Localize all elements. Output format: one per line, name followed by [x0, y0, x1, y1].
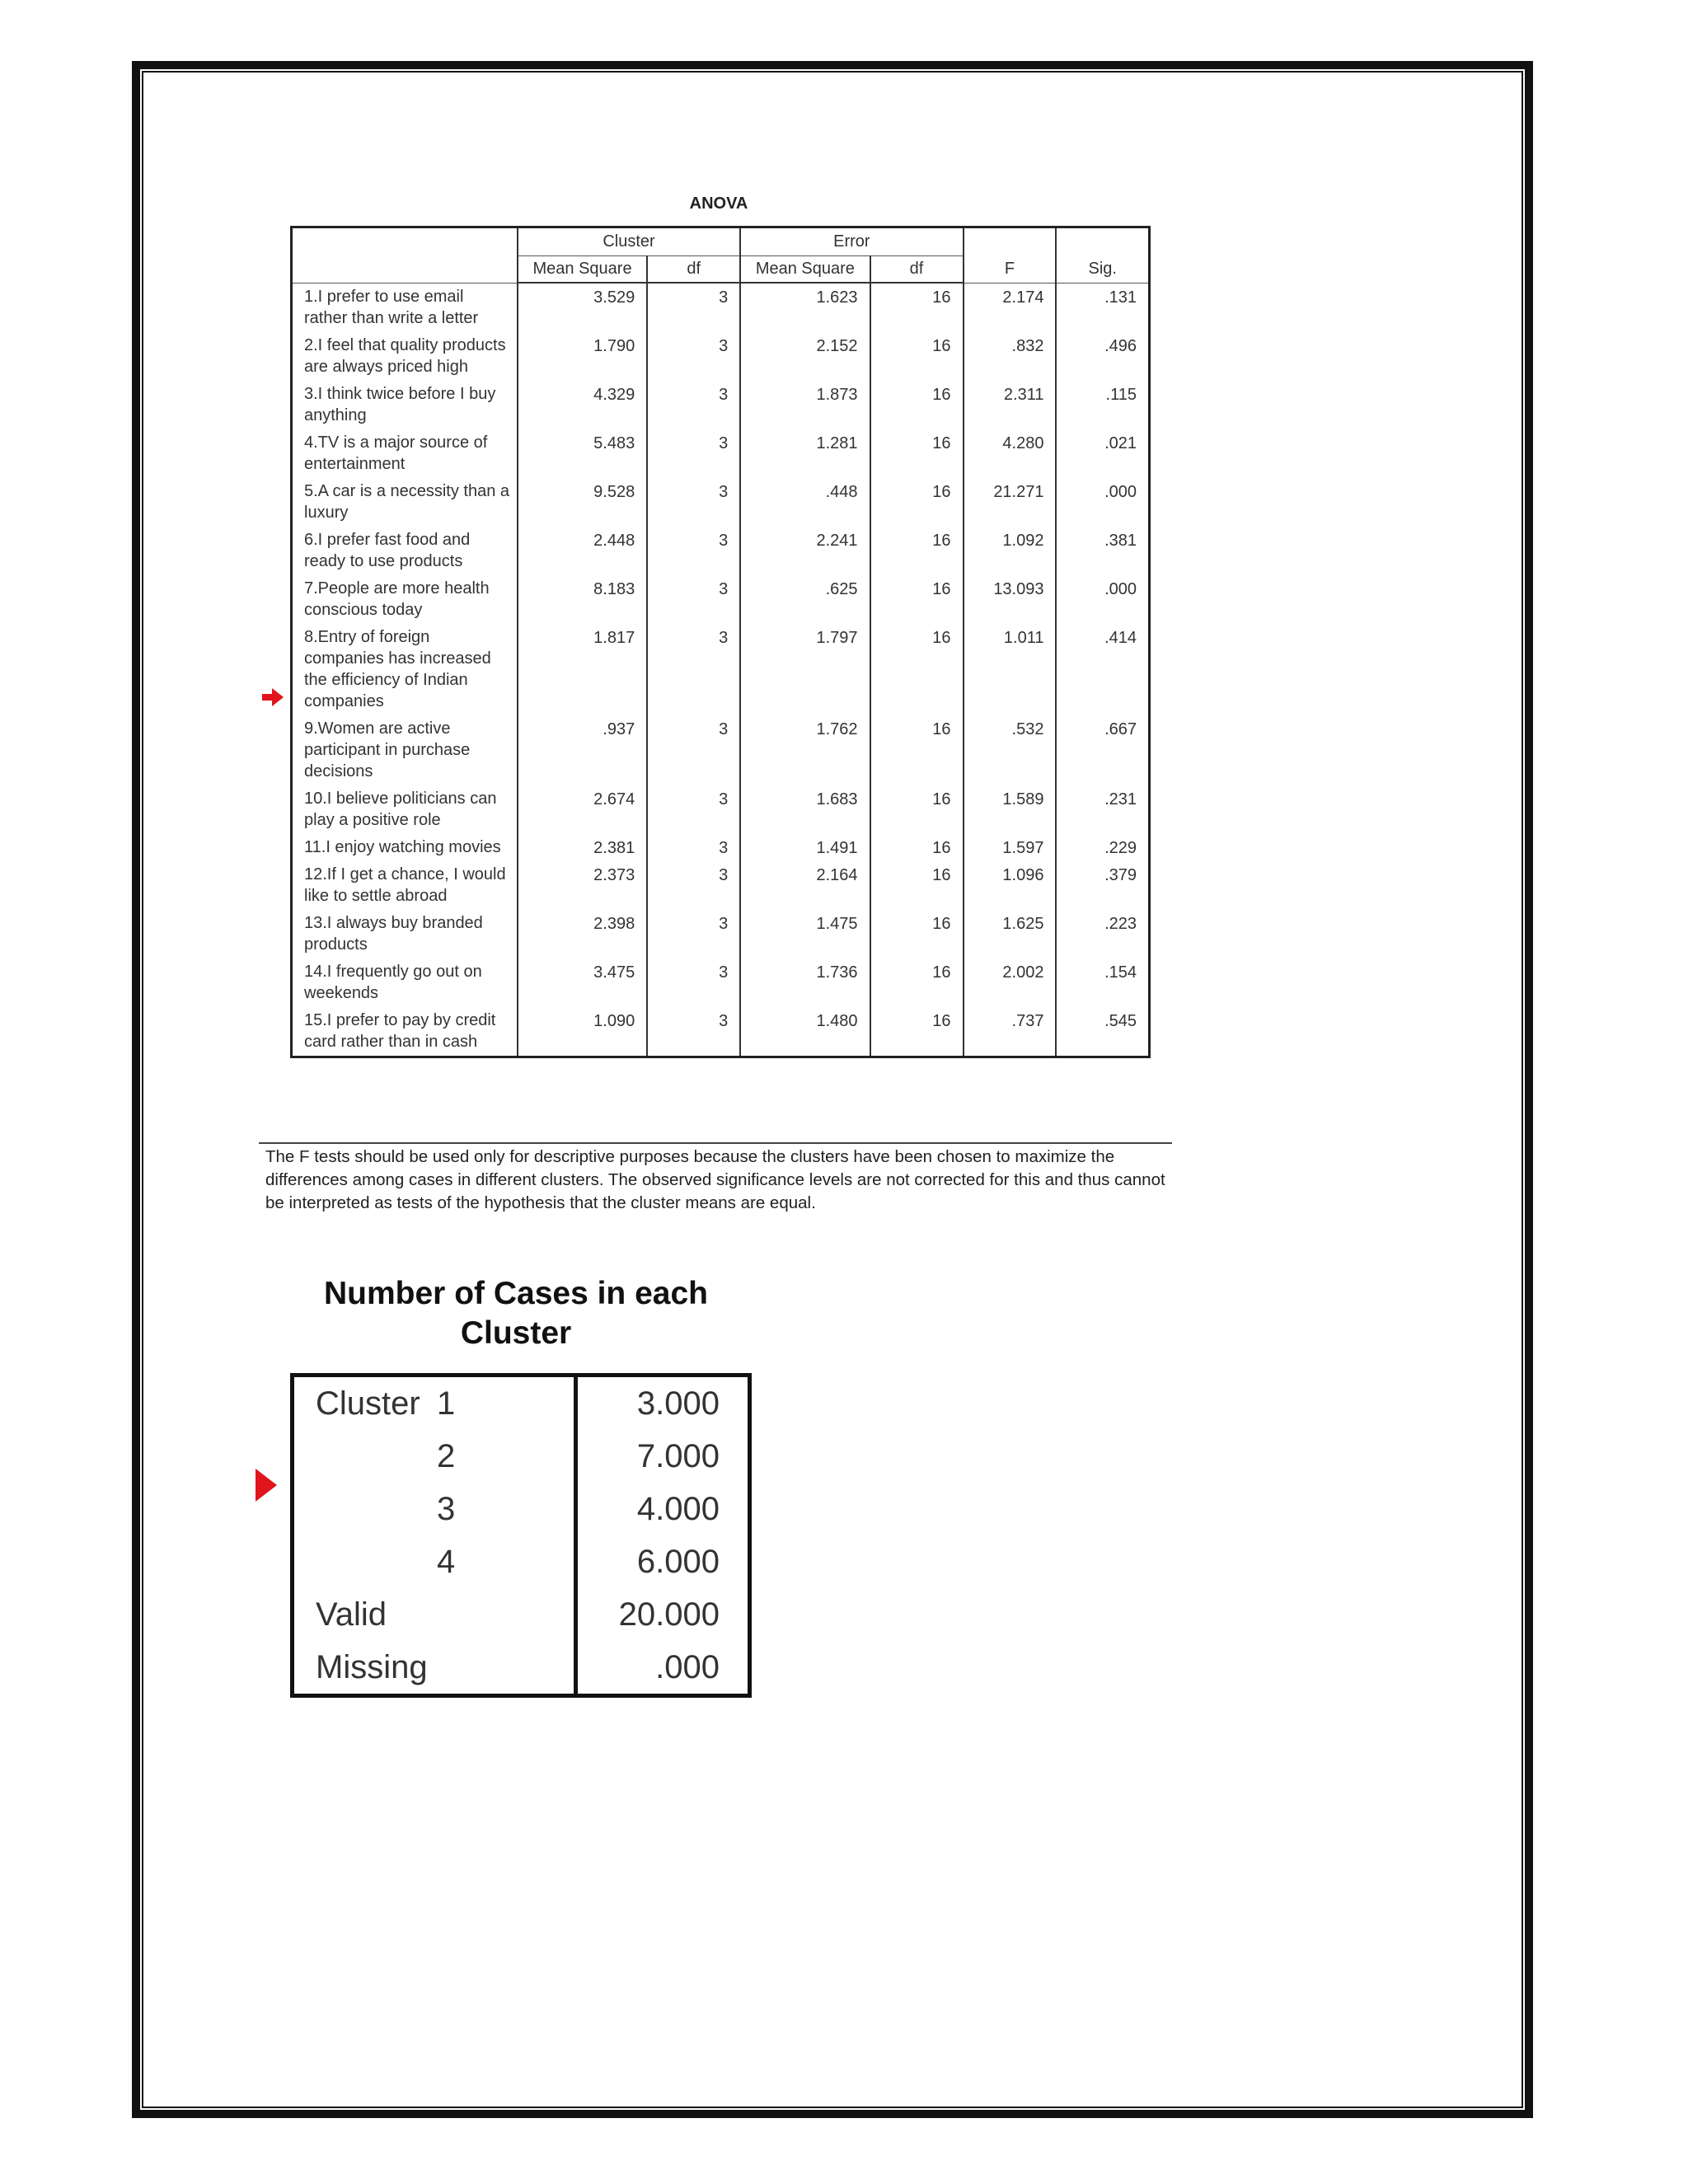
cases-row-label: Cluster	[316, 1385, 420, 1422]
cluster-df-cell: 3	[647, 1007, 740, 1057]
cases-row	[293, 1588, 750, 1641]
sig-cell: .131	[1056, 283, 1149, 332]
f-cell: 21.271	[964, 478, 1057, 527]
f-cell: 1.096	[964, 861, 1057, 910]
cases-row	[293, 1376, 750, 1431]
cluster-mean-square-cell: 9.528	[518, 478, 647, 527]
cluster-df-cell: 3	[647, 910, 740, 958]
cluster-df-cell: 3	[647, 478, 740, 527]
f-cell: 2.174	[964, 283, 1057, 332]
sig-header: Sig.	[1056, 227, 1149, 284]
sig-cell: .667	[1056, 715, 1149, 785]
cluster-mean-square-cell: 3.529	[518, 283, 647, 332]
sig-cell: .231	[1056, 785, 1149, 834]
cases-count: 3.000	[576, 1376, 750, 1431]
sig-cell: .496	[1056, 332, 1149, 381]
row-label: 2.I feel that quality products are always priced high	[292, 332, 518, 381]
cluster-mean-square-cell: 1.790	[518, 332, 647, 381]
row-label: 9.Women are active participant in purchase decisions	[292, 715, 518, 785]
row-label: 6.I prefer fast food and ready to use products	[292, 527, 518, 575]
anova-row	[292, 575, 1150, 624]
error-mean-square-cell: .448	[740, 478, 870, 527]
cases-count: 7.000	[576, 1430, 750, 1483]
row-label: 1.I prefer to use email rather than write a letter	[292, 283, 518, 332]
anova-header-row-1	[292, 227, 1150, 256]
cluster-mean-square-header: Mean Square	[518, 256, 647, 284]
error-mean-square-cell: 1.480	[740, 1007, 870, 1057]
anova-row	[292, 527, 1150, 575]
cases-row	[293, 1483, 750, 1535]
cases-row	[293, 1641, 750, 1696]
f-cell: 1.011	[964, 624, 1057, 715]
sig-cell: .154	[1056, 958, 1149, 1007]
error-mean-square-cell: 1.762	[740, 715, 870, 785]
sig-cell: .414	[1056, 624, 1149, 715]
error-mean-square-cell: 1.475	[740, 910, 870, 958]
row-label: 11.I enjoy watching movies	[292, 834, 518, 861]
f-cell: 1.589	[964, 785, 1057, 834]
error-mean-square-cell: 2.241	[740, 527, 870, 575]
error-mean-square-cell: 1.873	[740, 381, 870, 429]
sig-cell: .545	[1056, 1007, 1149, 1057]
error-mean-square-cell: .625	[740, 575, 870, 624]
cases-row-label: Valid	[316, 1596, 387, 1633]
f-cell: 4.280	[964, 429, 1057, 478]
f-cell: 1.092	[964, 527, 1057, 575]
error-mean-square-cell: 1.491	[740, 834, 870, 861]
row-label: 3.I think twice before I buy anything	[292, 381, 518, 429]
error-mean-square-cell: 1.736	[740, 958, 870, 1007]
cases-row	[293, 1535, 750, 1588]
f-header: F	[964, 227, 1057, 284]
anova-row	[292, 283, 1150, 332]
error-mean-square-cell: 1.281	[740, 429, 870, 478]
cases-count: 20.000	[576, 1588, 750, 1641]
cluster-mean-square-cell: 2.448	[518, 527, 647, 575]
cluster-mean-square-cell: .937	[518, 715, 647, 785]
anova-row	[292, 715, 1150, 785]
error-mean-square-cell: 2.164	[740, 861, 870, 910]
row-label: 5.A car is a necessity than a luxury	[292, 478, 518, 527]
cases-cluster-number: 2	[437, 1437, 456, 1474]
cases-table	[290, 1373, 752, 1698]
error-mean-square-cell: 1.683	[740, 785, 870, 834]
error-df-cell: 16	[870, 527, 964, 575]
cluster-df-cell: 3	[647, 381, 740, 429]
cluster-mean-square-cell: 4.329	[518, 381, 647, 429]
cluster-mean-square-cell: 2.674	[518, 785, 647, 834]
cases-cluster-number: 4	[437, 1543, 456, 1580]
sig-cell: .223	[1056, 910, 1149, 958]
error-df-cell: 16	[870, 861, 964, 910]
error-df-cell: 16	[870, 958, 964, 1007]
cluster-mean-square-cell: 2.398	[518, 910, 647, 958]
anova-row	[292, 332, 1150, 381]
anova-row	[292, 478, 1150, 527]
row-label: 7.People are more health conscious today	[292, 575, 518, 624]
row-label: 10.I believe politicians can play a positive role	[292, 785, 518, 834]
cases-count: 6.000	[576, 1535, 750, 1588]
row-label: 14.I frequently go out on weekends	[292, 958, 518, 1007]
cluster-mean-square-cell: 8.183	[518, 575, 647, 624]
error-mean-square-cell: 1.623	[740, 283, 870, 332]
cases-cluster-number	[432, 1588, 576, 1641]
cluster-df-cell: 3	[647, 575, 740, 624]
sig-cell: .379	[1056, 861, 1149, 910]
cluster-df-cell: 3	[647, 958, 740, 1007]
row-label: 8.Entry of foreign companies has increased the efficiency of Indian companies	[292, 624, 518, 715]
cluster-mean-square-cell: 2.381	[518, 834, 647, 861]
cases-row-label	[293, 1430, 433, 1483]
cluster-df-cell: 3	[647, 527, 740, 575]
anova-table	[290, 226, 1151, 1058]
anova-row	[292, 429, 1150, 478]
error-df-cell: 16	[870, 575, 964, 624]
row-label: 13.I always buy branded products	[292, 910, 518, 958]
anova-row	[292, 861, 1150, 910]
anova-row	[292, 381, 1150, 429]
sig-cell: .115	[1056, 381, 1149, 429]
cluster-mean-square-cell: 1.090	[518, 1007, 647, 1057]
cases-count: .000	[576, 1641, 750, 1696]
f-cell: .532	[964, 715, 1057, 785]
row-label: 12.If I get a chance, I would like to settle abroad	[292, 861, 518, 910]
cluster-df-header: df	[647, 256, 740, 284]
cluster-df-cell: 3	[647, 624, 740, 715]
anova-row	[292, 624, 1150, 715]
cases-row-label: Missing	[316, 1648, 428, 1685]
row-label: 15.I prefer to pay by credit card rather than in cash	[292, 1007, 518, 1057]
sig-cell: .000	[1056, 575, 1149, 624]
cluster-df-cell: 3	[647, 429, 740, 478]
error-df-cell: 16	[870, 785, 964, 834]
red-arrow-icon	[262, 688, 284, 706]
error-df-cell: 16	[870, 478, 964, 527]
error-df-header: df	[870, 256, 964, 284]
f-cell: 1.625	[964, 910, 1057, 958]
cases-cluster-number: 3	[437, 1490, 456, 1527]
error-group-header: Error	[740, 227, 963, 256]
cases-cluster-number	[432, 1641, 576, 1696]
cases-title: Number of Cases in each Cluster	[324, 1276, 708, 1351]
error-df-cell: 16	[870, 381, 964, 429]
f-cell: .832	[964, 332, 1057, 381]
error-df-cell: 16	[870, 834, 964, 861]
cluster-df-cell: 3	[647, 715, 740, 785]
anova-row	[292, 834, 1150, 861]
anova-row	[292, 910, 1150, 958]
row-label-header	[292, 227, 518, 284]
anova-title: ANOVA	[689, 194, 748, 213]
error-mean-square-cell: 2.152	[740, 332, 870, 381]
sig-cell: .381	[1056, 527, 1149, 575]
f-cell: .737	[964, 1007, 1057, 1057]
f-cell: 13.093	[964, 575, 1057, 624]
error-df-cell: 16	[870, 910, 964, 958]
cases-row-label	[293, 1535, 433, 1588]
cases-row	[293, 1430, 750, 1483]
error-mean-square-cell: 1.797	[740, 624, 870, 715]
footnote-rule	[259, 1142, 1172, 1144]
cluster-mean-square-cell: 1.817	[518, 624, 647, 715]
cluster-mean-square-cell: 2.373	[518, 861, 647, 910]
cluster-df-cell: 3	[647, 785, 740, 834]
cluster-group-header: Cluster	[518, 227, 740, 256]
f-cell: 2.311	[964, 381, 1057, 429]
f-cell: 1.597	[964, 834, 1057, 861]
error-df-cell: 16	[870, 1007, 964, 1057]
anova-row	[292, 785, 1150, 834]
error-df-cell: 16	[870, 429, 964, 478]
cases-body	[293, 1376, 750, 1696]
anova-row	[292, 1007, 1150, 1057]
sig-cell: .021	[1056, 429, 1149, 478]
cluster-mean-square-cell: 5.483	[518, 429, 647, 478]
cluster-df-cell: 3	[647, 283, 740, 332]
cases-row-label	[293, 1483, 433, 1535]
cluster-mean-square-cell: 3.475	[518, 958, 647, 1007]
error-df-cell: 16	[870, 624, 964, 715]
anova-row	[292, 958, 1150, 1007]
sig-cell: .229	[1056, 834, 1149, 861]
error-df-cell: 16	[870, 715, 964, 785]
error-mean-square-header: Mean Square	[740, 256, 870, 284]
cases-cluster-number: 1	[437, 1385, 456, 1422]
anova-footnote: The F tests should be used only for descriptive purposes because the clusters have been chosen to maximize the differences among cases in different clusters. The observed significance levels are not corrected for this and thus cannot be interpreted as tests of the hypothesis that the cluster means are equal.	[265, 1147, 1165, 1212]
f-cell: 2.002	[964, 958, 1057, 1007]
cluster-df-cell: 3	[647, 861, 740, 910]
error-df-cell: 16	[870, 283, 964, 332]
cases-count: 4.000	[576, 1483, 750, 1535]
anova-body	[292, 283, 1150, 1057]
red-triangle-icon	[254, 1467, 279, 1503]
row-label: 4.TV is a major source of entertainment	[292, 429, 518, 478]
cluster-df-cell: 3	[647, 332, 740, 381]
cluster-df-cell: 3	[647, 834, 740, 861]
sig-cell: .000	[1056, 478, 1149, 527]
error-df-cell: 16	[870, 332, 964, 381]
